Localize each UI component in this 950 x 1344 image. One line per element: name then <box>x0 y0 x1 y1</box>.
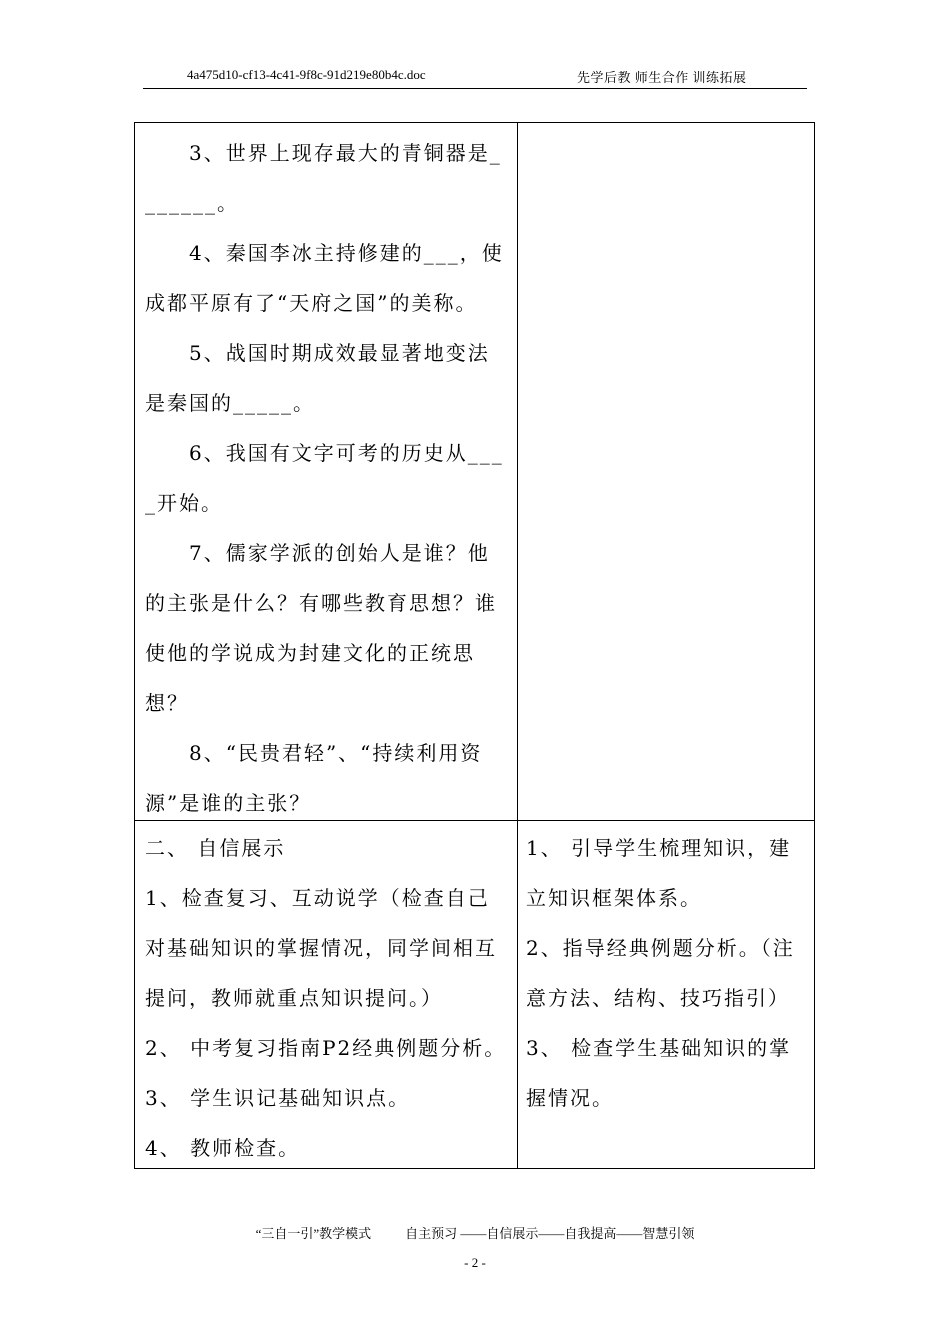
guidance-item: 2、指导经典例题分析。（注意方法、结构、技巧指引） <box>526 936 795 1010</box>
header-motto: 先学后教 师生合作 训练拓展 <box>577 70 747 85</box>
activity-item: 1、检查复习、互动说学（检查自己对基础知识的掌握情况，同学间相互提问，教师就重点知识提问。） <box>145 886 497 1010</box>
question-3: 3、世界上现存最大的青铜器是_______。 <box>145 141 502 215</box>
self-display-cell <box>145 823 511 1173</box>
activity-item: 4、 教师检查。 <box>145 1136 301 1160</box>
page-header <box>143 64 807 89</box>
lesson-table <box>134 122 815 1169</box>
page-number: - 2 - <box>464 1255 486 1270</box>
column-divider <box>517 123 518 1168</box>
section-title: 二、 自信展示 <box>145 836 286 860</box>
question-5: 5、战国时期成效最显著地变法是秦国的_____。 <box>145 341 490 415</box>
question-8: 8、“民贵君轻”、“持续利用资源”是谁的主张？ <box>145 741 483 815</box>
teaching-mode-footer <box>0 1223 950 1242</box>
activity-item: 3、 学生识记基础知识点。 <box>145 1086 411 1110</box>
guidance-item: 3、 检查学生基础知识的掌握情况。 <box>526 1036 792 1110</box>
question-6: 6、我国有文字可考的历史从____开始。 <box>145 441 504 515</box>
guidance-item: 1、 引导学生梳理知识，建立知识框架体系。 <box>526 836 792 910</box>
question-4: 4、秦国李冰主持修建的___，使成都平原有了“天府之国”的美称。 <box>145 241 504 315</box>
review-questions-cell <box>145 128 509 828</box>
teacher-guidance-cell <box>526 823 810 1123</box>
teaching-mode-flow: 自主预习 ——自信展示——自我提高——智慧引领 <box>405 1226 695 1241</box>
activity-item: 2、 中考复习指南P2经典例题分析。 <box>145 1036 507 1060</box>
document-filename: 4a475d10-cf13-4c41-9f8c-91d219e80b4c.doc <box>187 67 426 82</box>
question-7: 7、儒家学派的创始人是谁？他的主张是什么？有哪些教育思想？谁使他的学说成为封建文化的正统思想？ <box>145 541 497 715</box>
teaching-mode-name: “三自一引”教学模式 <box>255 1226 372 1241</box>
